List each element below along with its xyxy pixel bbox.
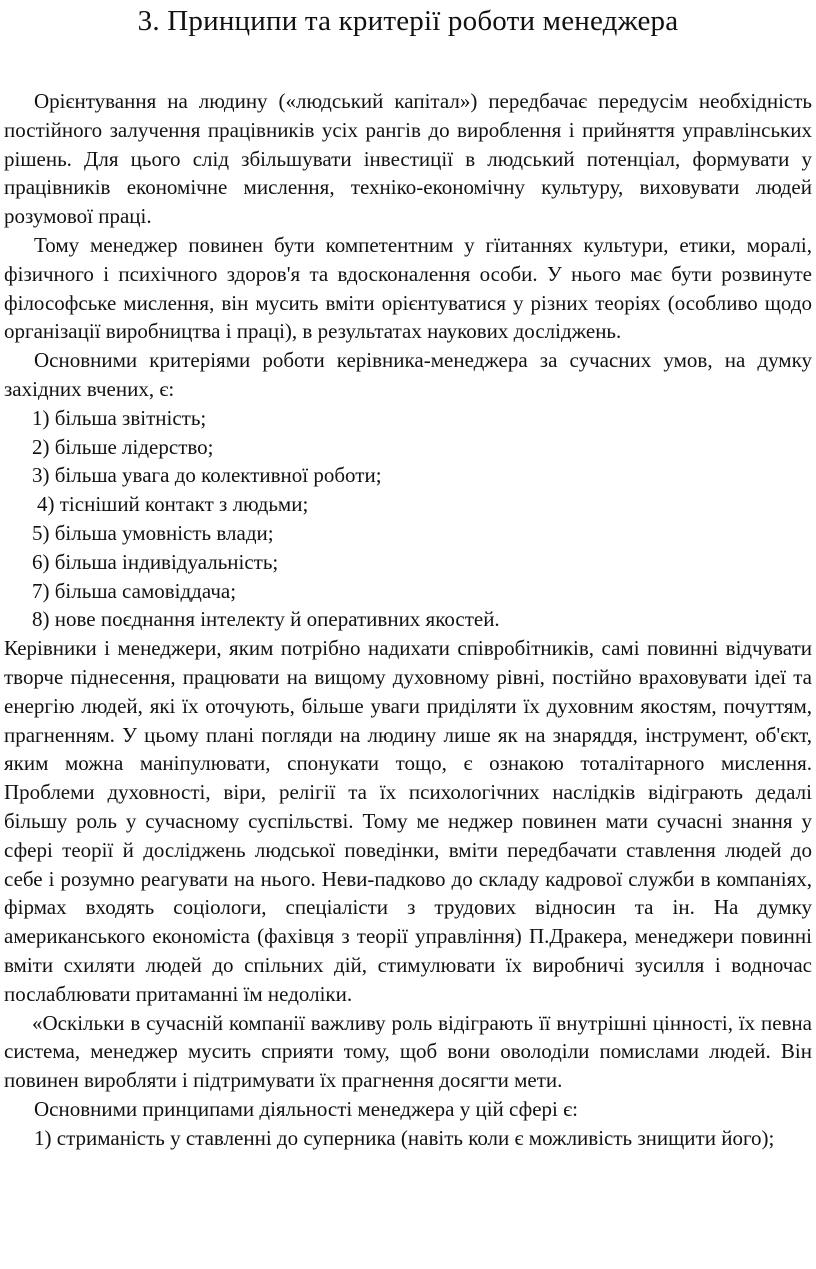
list-item: 7) більша самовіддача;: [32, 578, 237, 603]
list-item: 4) тісніший контакт з людьми;: [37, 492, 309, 517]
list-item: 5) більша умовність влади;: [32, 520, 274, 545]
list-item: 1) більша звітність;: [32, 405, 207, 430]
criteria-list: [4, 404, 812, 634]
list-item: 6) більша індивідуальність;: [32, 549, 279, 574]
paragraph-principles-intro: Основними принципами діяльності менеджера у цій сфері є:: [34, 1096, 578, 1121]
paragraph-leaders-inspiration: Керівники і менеджери, яким потрібно надихати співробітників, самі повинні відчувати творче піднесення, працювати на вищому духовному рівні, постійно враховувати ідеї та енергію людей, які їх оточують, більше уваги приділяти їх духовним якостям, почуттям, прагненням. У цьому плані погляди на людину лише як на знаряддя, інструмент, об'єкт, яким можна маніпулювати, спонукати тощо, є ознакою тоталітарного мислення. Проблеми духовності, віри, релігії та їх психологічних наслідків відіграють дедалі більшу роль у сучасному суспільстві. Тому ме неджер повинен мати сучасні знання у сфері теорії й досліджень людської поведінки, вміти передбачати ставлення людей до себе і розумно реагувати на нього. Неви-падково до складу кадрової служби в компаніях, фірмах входять соціологи, спеціалісти з трудових відносин та ін. На думку американського економіста (фахівця з теорії управління) П.Дракера, менеджери повинні вміти схиляти людей до спільних дій, стимулювати їх виробничі зусилля і водночас послаблювати притаманні їм недоліки.: [4, 636, 812, 1006]
list-item: 8) нове поєднання інтелекту й оперативних якостей.: [32, 607, 500, 632]
document-body: [4, 87, 812, 1152]
paragraph-company-values: «Оскільки в сучасній компанії важливу роль відіграють її внутрішні цінності, їх певна система, менеджер мусить сприяти тому, щоб вони оволоділи помислами людей. Він повинен виробляти і підтримувати їх прагнення досягти мети.: [4, 1010, 812, 1093]
paragraph-manager-competence: Тому менеджер повинен бути компетентним у гїитаннях культури, етики, моралі, фізичного і психічного здоров'я та вдосконалення особи. У нього має бути розвинуте філософське мислення, він мусить вміти орієнтуватися у різних теоріях (особливо щодо організації виробництва і праці), в результатах наукових досліджень.: [4, 232, 812, 344]
paragraph-criteria-intro: Основними критеріями роботи керівника-менеджера за сучасних умов, на думку західних вчених, є:: [4, 348, 812, 401]
list-item: 2) більше лідерство;: [32, 434, 214, 459]
list-item: 3) більша увага до колективної роботи;: [32, 463, 382, 488]
paragraph-principle-1: 1) стриманість у ставленні до суперника (навіть коли є можливість знищити його);: [34, 1125, 775, 1150]
section-title: 3. Принципи та критерії роботи менеджера: [137, 5, 679, 37]
paragraph-human-orientation: Орієнтування на людину («людський капітал») передбачає передусім необхідність постійного залучення працівників усіх рангів до вироблення і прийняття управлінських рішень. Для цього слід збільшувати інвестиції в людський потенціал, формувати у працівників економічне мислення, техніко-економічну культуру, виховувати людей розумової праці.: [4, 89, 812, 229]
